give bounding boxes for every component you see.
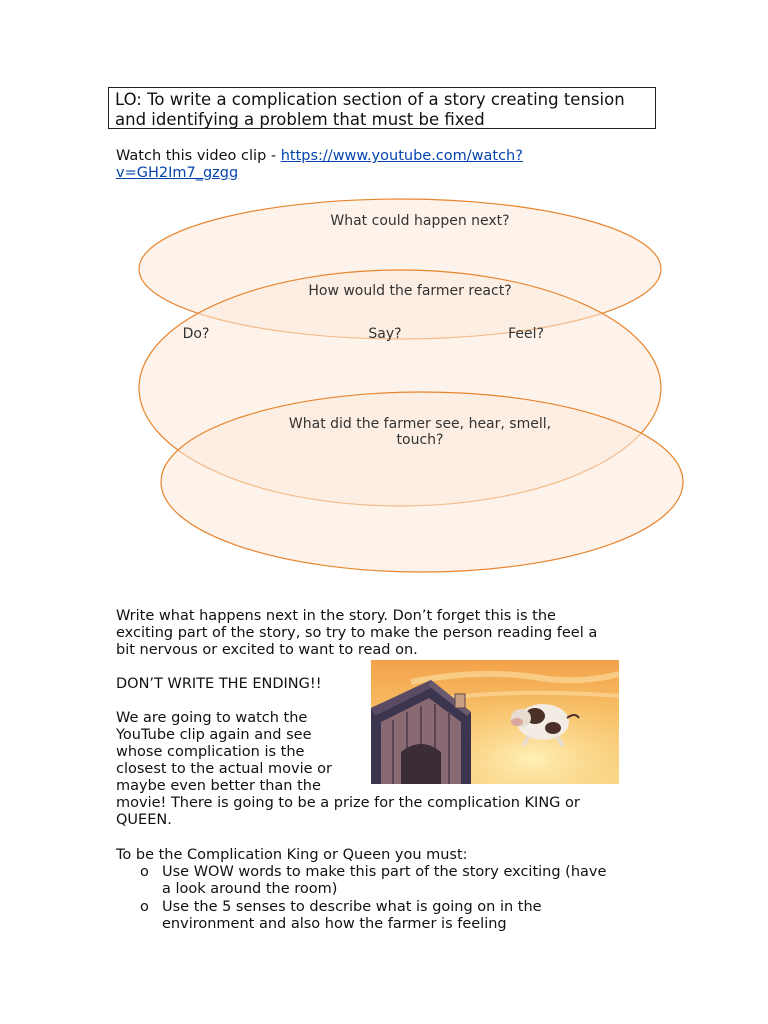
watch-again-line-3: whose complication is the	[116, 744, 305, 760]
video-link-part1[interactable]: https://www.youtube.com/watch?	[280, 148, 523, 164]
movie-still-image	[371, 660, 619, 784]
label-say: Say?	[368, 326, 402, 342]
watch-again-line-4: closest to the actual movie or	[116, 761, 332, 777]
video-link-part2[interactable]: v=GH2Im7_gzgg	[116, 165, 239, 181]
bullet-marker: o	[140, 864, 149, 880]
learning-objective-box	[108, 87, 656, 129]
learning-objective-text: LO: To write a complication section of a story creating tension and identifying a problem that must be fixed	[115, 90, 625, 129]
bullet-marker: o	[140, 899, 149, 915]
watch-again-line-5: maybe even better than the	[116, 778, 321, 794]
label-senses-line1: What did the farmer see, hear, smell,	[288, 416, 552, 432]
requirement-item-wow-words	[116, 864, 676, 898]
watch-again-line-6: movie! There is going to be a prize for the complication KING or	[116, 795, 580, 811]
story-planning-diagram	[130, 195, 690, 575]
label-do: Do?	[182, 326, 210, 342]
requirement-1-line-2: a look around the room)	[162, 881, 338, 897]
instructions-line-1: Write what happens next in the story. Don’t forget this is the	[116, 608, 556, 624]
ellipses-graphic	[130, 195, 690, 575]
watch-again-line-7: QUEEN.	[116, 812, 172, 828]
label-senses	[260, 416, 580, 448]
instructions-paragraph	[116, 608, 676, 659]
barn-cow-illustration	[371, 660, 619, 784]
label-farmer-react: How would the farmer react?	[308, 283, 512, 299]
requirement-1-line-1: Use WOW words to make this part of the story exciting (have	[162, 864, 607, 880]
requirement-2-line-2: environment and also how the farmer is feeling	[162, 916, 507, 932]
watch-again-line-2: YouTube clip again and see	[116, 727, 312, 743]
instructions-line-3: bit nervous or excited to want to read on.	[116, 642, 418, 658]
requirement-2-line-1: Use the 5 senses to describe what is going on in the	[162, 899, 542, 915]
requirements-list	[116, 864, 676, 934]
label-what-next: What could happen next?	[330, 213, 510, 229]
requirements-intro: To be the Complication King or Queen you must:	[116, 847, 468, 863]
label-feel: Feel?	[508, 326, 544, 342]
instructions-line-2: exciting part of the story, so try to make the person reading feel a	[116, 625, 598, 641]
video-clip-prefix: Watch this video clip -	[116, 148, 281, 164]
watch-again-line-1: We are going to watch the	[116, 710, 308, 726]
label-senses-line2: touch?	[396, 432, 444, 448]
requirement-item-five-senses	[116, 899, 676, 933]
dont-write-ending: DON’T WRITE THE ENDING!!	[116, 676, 322, 692]
video-clip-line	[116, 148, 676, 182]
